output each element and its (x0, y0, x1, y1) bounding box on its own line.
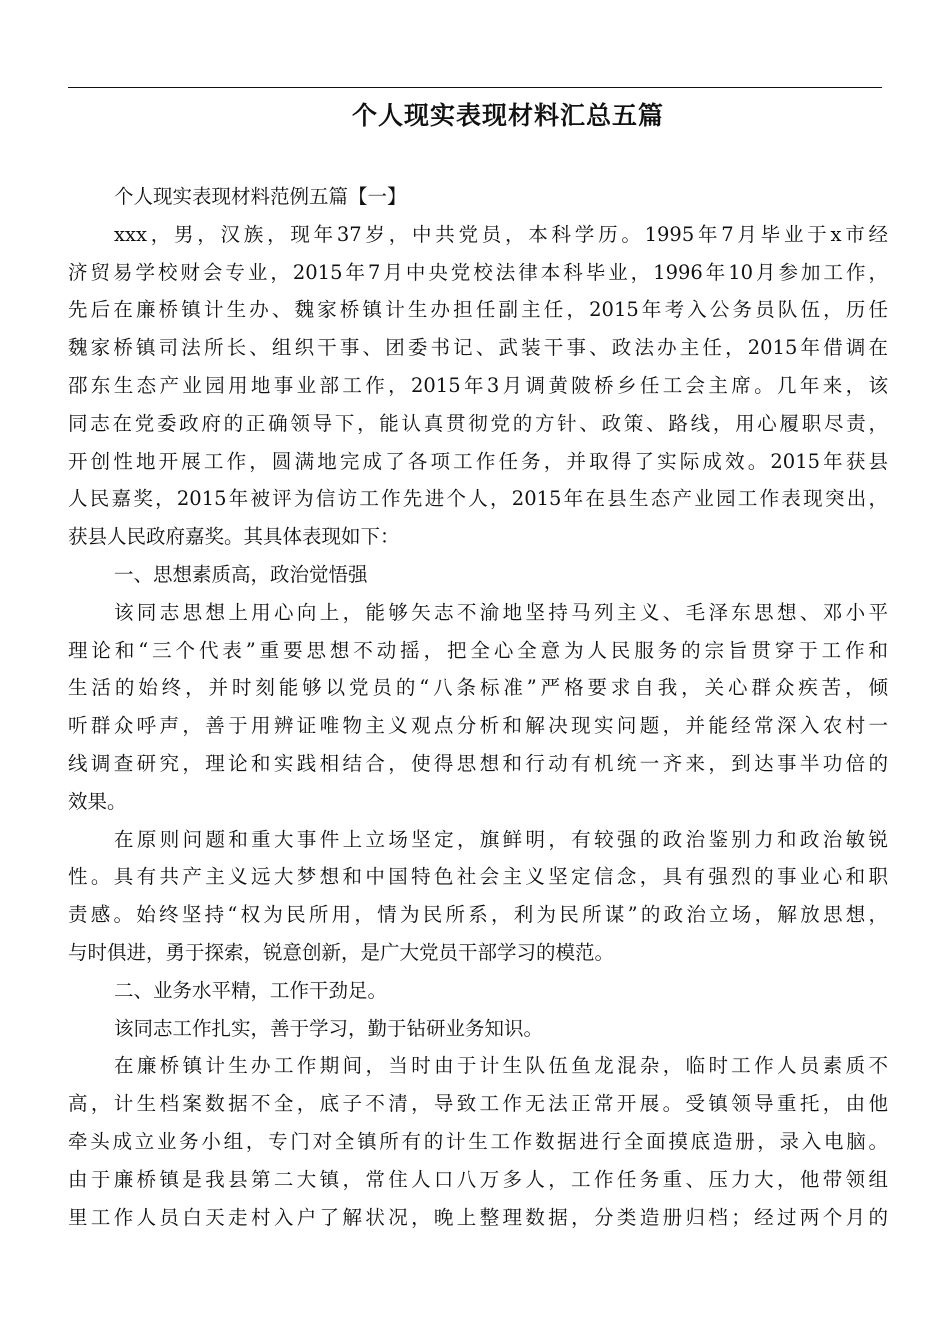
text-line: 性。具有共产主义远大梦想和中国特色社会主义坚定信念，具有强烈的事业心和职 (68, 865, 888, 889)
text-line: 该同志思想上用心向上，能够矢志不渝地坚持马列主义、毛泽东思想、邓小平 (114, 600, 888, 624)
text-line: 听群众呼声，善于用辨证唯物主义观点分析和解决现实问题，并能经常深入农村一 (68, 714, 888, 738)
text-line: 个人现实表现材料范例五篇【一】 (114, 185, 407, 208)
text-line: 获县人民政府嘉奖。其具体表现如下： (68, 525, 400, 549)
text-line: 在原则问题和重大事件上立场坚定，旗鲜明，有较强的政治鉴别力和政治敏锐 (114, 827, 888, 851)
text-line: 济贸易学校财会专业，2015年7月中央党校法律本科毕业，1996年10月参加工作， (68, 260, 888, 284)
header-rule (68, 87, 882, 88)
text-line: 与时俱进，勇于探索，锐意创新，是广大党员干部学习的模范。 (68, 940, 615, 964)
text-line: 效果。 (68, 789, 127, 813)
text-line: 责感。始终坚持“权为民所用，情为民所系，利为民所谋”的政治立场，解放思想， (68, 903, 888, 927)
document-body (68, 178, 888, 1236)
text-line: 先后在廉桥镇计生办、魏家桥镇计生办担任副主任，2015年考入公务员队伍，历任 (68, 298, 888, 322)
text-line: 里工作人员白天走村入户了解状况，晚上整理数据，分类造册归档；经过两个月的 (68, 1205, 888, 1229)
text-line: 二、业务水平精，工作干劲足。 (114, 978, 388, 1002)
text-line: 高，计生档案数据不全，底子不清，导致工作无法正常开展。受镇领导重托，由他 (68, 1092, 888, 1116)
text-line: 生活的始终，并时刻能够以党员的“八条标准”严格要求自我，关心群众疾苦，倾 (68, 676, 888, 700)
text-line: 线调查研究，理论和实践相结合，使得思想和行动有机统一齐来，到达事半功倍的 (68, 751, 888, 775)
text-line: 邵东生态产业园用地事业部工作，2015年3月调黄陂桥乡任工会主席。几年来，该 (68, 373, 888, 397)
text-line: 在廉桥镇计生办工作期间，当时由于计生队伍鱼龙混杂，临时工作人员素质不 (114, 1054, 888, 1078)
text-line: 开创性地开展工作，圆满地完成了各项工作任务，并取得了实际成效。2015年获县 (68, 449, 888, 473)
text-line: xxx，男，汉族，现年37岁，中共党员，本科学历。1995年7月毕业于x市经 (114, 222, 888, 246)
text-line: 该同志工作扎实，善于学习，勤于钻研业务知识。 (114, 1016, 544, 1040)
text-line: 一、思想素质高，政治觉悟强 (114, 562, 368, 586)
text-line: 人民嘉奖，2015年被评为信访工作先进个人，2015年在县生态产业园工作表现突出， (68, 487, 888, 511)
text-line: 理论和“三个代表”重要思想不动摇，把全心全意为人民服务的宗旨贯穿于工作和 (68, 638, 888, 662)
text-line: 牵头成立业务小组，专门对全镇所有的计生工作数据进行全面摸底造册，录入电脑。 (68, 1129, 888, 1153)
text-line: 由于廉桥镇是我县第二大镇，常住人口八万多人，工作任务重、压力大，他带领组 (68, 1167, 888, 1191)
text-line: 魏家桥镇司法所长、组织干事、团委书记、武装干事、政法办主任，2015年借调在 (68, 336, 888, 360)
document-title: 个人现实表现材料汇总五篇 (351, 101, 664, 130)
text-line: 同志在党委政府的正确领导下，能认真贯彻党的方针、政策、路线，用心履职尽责， (68, 411, 888, 435)
